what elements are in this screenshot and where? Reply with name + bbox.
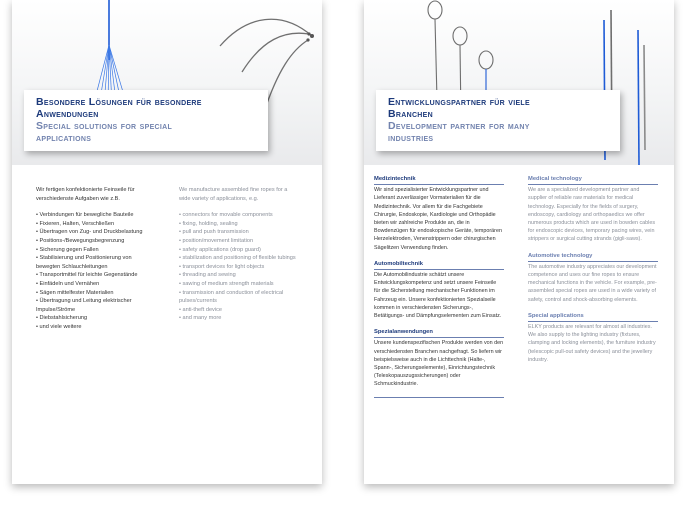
list-item: • und viele weitere: [36, 323, 82, 330]
section-body: ELKY products are relevant for almost all industries. We also supply to the lighting industry (fixtures, clamping and locking elements), the furniture industry (telescopic pull-out safety devices) and the jewellery industry.: [528, 324, 656, 363]
left-en-intro: We manufacture assembled fine ropes for a wide variety of applications, e.g.: [179, 187, 288, 202]
divider: [374, 397, 504, 398]
right-heading-box: [376, 90, 620, 151]
list-item: • Stabilisierung und Positionierung von bewegten Schlauchleitungen: [36, 255, 132, 270]
left-en-list: [179, 211, 299, 323]
left-english-column: [179, 186, 299, 323]
list-item: • Verbindungen für bewegliche Bauteile: [36, 212, 134, 219]
list-item: • Positions-/Bewegungsbegrenzung: [36, 237, 125, 244]
list-item: • Transportmittel für leichte Gegenstände: [36, 272, 138, 279]
list-item: • Übertragen von Zug- und Druckbelastung: [36, 229, 143, 236]
right-title-en-line-1: Development partner for many: [388, 120, 530, 132]
right-english-column: [528, 175, 658, 372]
list-item: • stabilization and positioning of flexible tubings: [179, 255, 296, 262]
right-title-de-line-1: Entwicklungspartner für viele: [388, 96, 530, 108]
list-item: • transmission and conduction of electrical pulses/currents: [179, 289, 284, 305]
section-body: We are a specialized development partner and supplier of reliable raw materials for medical technology. Especially for the fields of surgery, endoscopy, cardiology and orthopaedics we offer numerous products which are used in bowden cables for endoscopic devices, temporary pacing wires, vein strippers or surgical cutting strands (gigli-saws).: [528, 187, 656, 243]
list-item: • Sicherung gegen Fallen: [36, 246, 99, 253]
list-item: • Sägen mittelfester Materialien: [36, 289, 114, 296]
right-title-de-line-2: Branchen: [388, 108, 433, 120]
section-heading-medizintechnik: Medizintechnik: [374, 175, 504, 185]
list-item: • pull and push transmission: [179, 229, 249, 236]
right-german-column: [374, 175, 504, 398]
list-item: • sawing of medium strength materials: [179, 280, 274, 287]
list-item: • transport devices for light objects: [179, 263, 265, 270]
list-item: • Einfädeln und Vernähen: [36, 280, 100, 287]
section-heading-medical-technology: Medical technology: [528, 175, 658, 185]
left-title-de-line-2: Anwendungen: [36, 108, 99, 120]
left-de-list: [36, 211, 156, 331]
left-de-intro: Wir fertigen konfektionierte Feinseile für verschiedenste Aufgaben wie z.B.: [36, 187, 135, 202]
list-item: • and many more: [179, 315, 222, 322]
list-item: • position/movement limitation: [179, 237, 254, 244]
section-body: Wir sind spezialisierter Entwicklungspartner und Lieferant zuverlässiger Vormaterialien für die Medizintechnik. Vor allem für die Fachgebiete Chirurgie, Endoskopie, Kardiologie und Orthopädie bieten wir zahlreiche Produkte an, die in Bowdenzügen für endoskopische Geräte, temporären Herzelektroden, Venenstrippern oder chirurgischen Sägelitzen Verwendung finden.: [374, 187, 502, 251]
section-heading-spezialanwendungen: Spezialanwendungen: [374, 328, 504, 338]
section-heading-automobiltechnik: Automobiltechnik: [374, 260, 504, 270]
section-heading-special-applications: Special applications: [528, 312, 658, 322]
section-body: Die Automobilindustrie schätzt unsere Entwicklungskompetenz und setzt unsere Feinseile für die Sicherstellung mechanischer Funktionen im Fahrzeug ein. Unsere konfektionierten Spezialseile kommen in verschiedensten Sicherungs-, Betätigungs- und Dämpfungselementen zum Einsatz.: [374, 272, 502, 320]
left-title-en-line-1: Special solutions for special: [36, 120, 173, 132]
list-item: • fixing, holding, sealing: [179, 220, 238, 227]
left-german-column: [36, 186, 156, 332]
left-title-de-line-1: Besondere Lösungen für besondere: [36, 96, 202, 108]
right-title-en-line-2: industries: [388, 132, 434, 144]
section-heading-automotive-technology: Automotive technology: [528, 252, 658, 262]
list-item: • Fixieren, Halten, Verschließen: [36, 220, 115, 227]
right-page: [364, 0, 674, 484]
list-item: • connectors for movable components: [179, 212, 273, 219]
list-item: • threading and sewing: [179, 272, 236, 279]
list-item: • safety applications (drop guard): [179, 246, 261, 253]
left-page: [12, 0, 322, 484]
section-body: Unsere kundenspezifischen Produkte werden von den verschiedensten Branchen nachgefragt. So liefern wir beispielsweise auch in die Lichttechnik (Halte-, Spann-, Sicherungselemente), Einrichtungstechnik (Teleskopauszugssicherungen) oder Schmuckindustrie.: [374, 340, 504, 388]
list-item: • anti-theft device: [179, 306, 223, 313]
left-title-en-line-2: applications: [36, 132, 92, 144]
section-body: The automotive industry appreciates our development competence and uses our fine ropes to ensure mechanical functions in the vehicle. For example, pre-assembled special ropes are used in a wide variety of safety, control and shock-absorbing elements.: [528, 263, 657, 303]
left-heading-box: [24, 90, 268, 151]
list-item: • Übertragung und Leitung elektrischer Impulse/Ströme: [36, 298, 132, 313]
list-item: • Diebstahlsicherung: [36, 315, 88, 322]
